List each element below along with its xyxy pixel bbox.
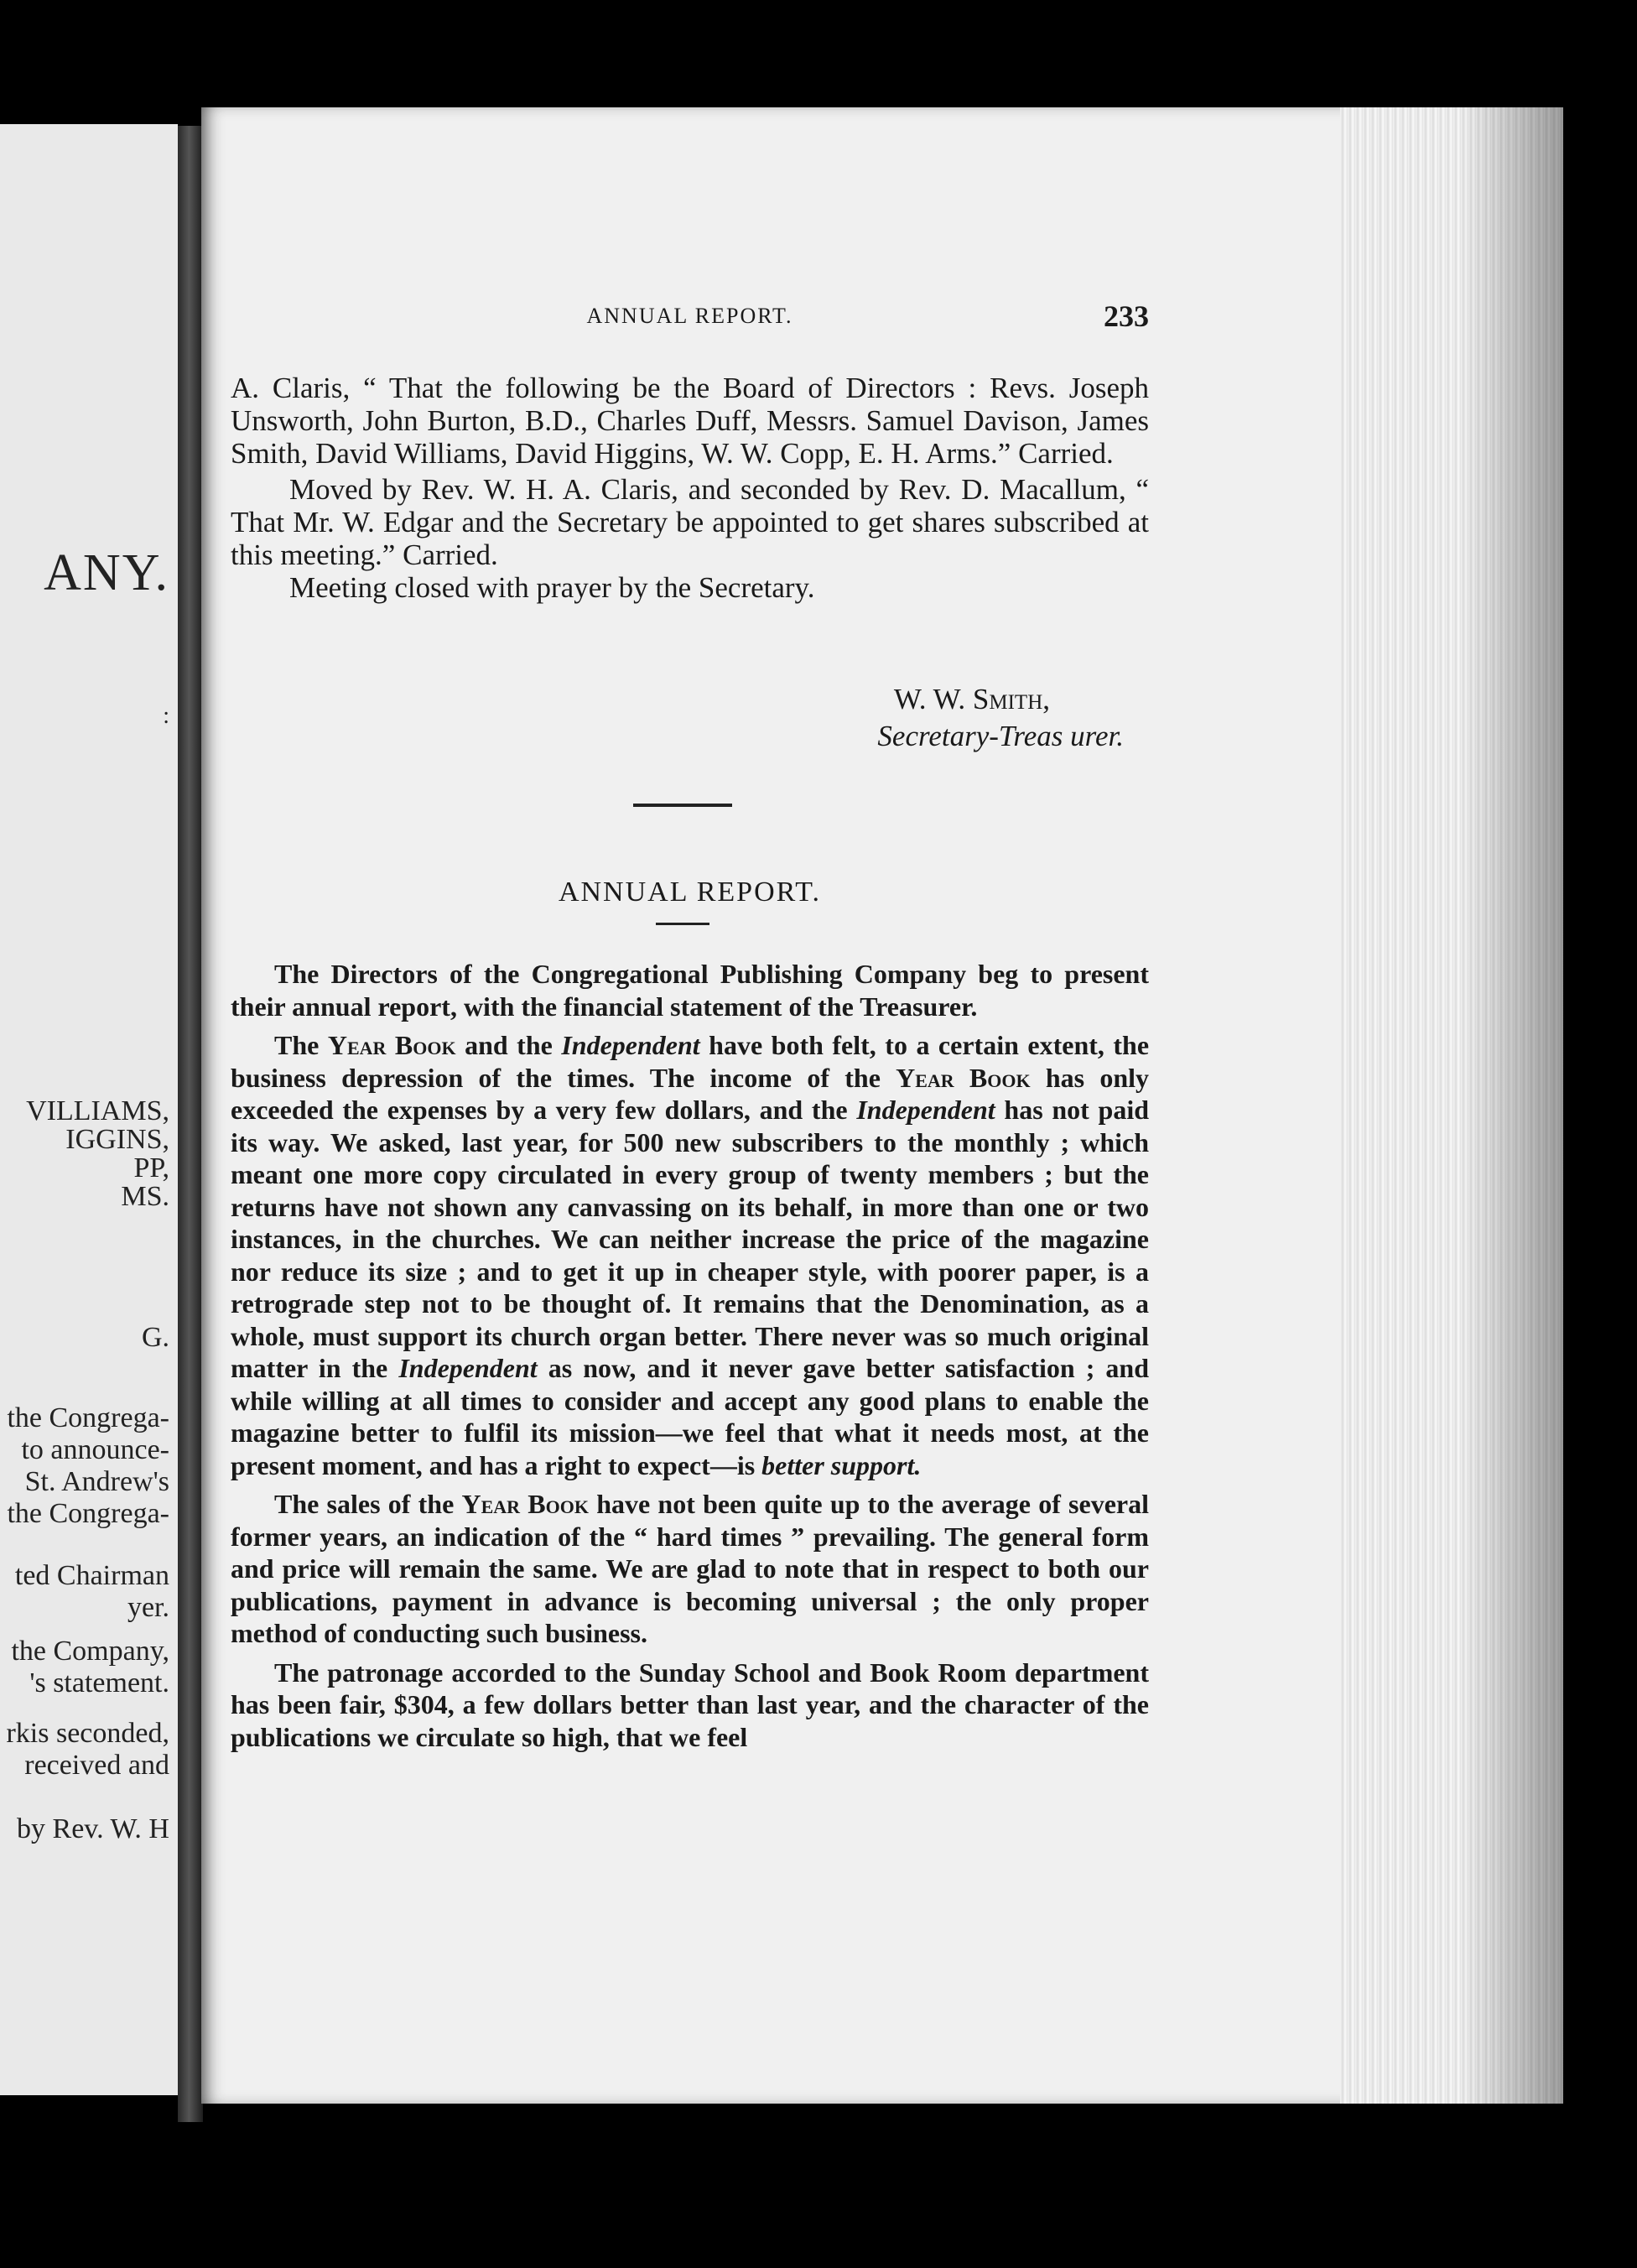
signatory-name: W. W. Smith, [893, 683, 1050, 715]
annual-report-text [231, 958, 1149, 1760]
year-book-ref: Year Book [461, 1489, 589, 1519]
report-paragraph: The Directors of the Congregational Publishing Company beg to present their annual report, with the financial statement of the Treasurer. [231, 959, 1149, 1022]
text-run: have not been quite up to the average of several former years, an indication of the “ hard times ” prevailing. The general form and price will remain the same. We are glad to note that in respect to both our publications, payment in advance is becoming universal ; the only proper method of conducting such business. [231, 1489, 1150, 1648]
facing-page-left [0, 124, 178, 2095]
running-title: ANNUAL REPORT. [586, 304, 793, 328]
left-page-fragment: ted Chairman [14, 1560, 169, 1591]
left-page-fragment: the Congrega- [7, 1498, 169, 1529]
text-run: have both felt, to a certain extent, the business depression of the times. The income of the [231, 1030, 1150, 1093]
left-page-fragment: to announce- [21, 1434, 169, 1465]
left-page-fragment: received and [24, 1750, 169, 1781]
left-page-fragment: ANY. [44, 544, 169, 601]
section-divider [633, 804, 732, 807]
left-page-fragment: yer. [127, 1592, 169, 1623]
book-gutter [178, 126, 203, 2122]
meeting-minutes [231, 372, 1149, 604]
year-book-ref: Year Book [896, 1062, 1031, 1093]
page-number: 233 [1104, 299, 1149, 333]
running-header [231, 299, 1149, 341]
left-page-fragment: PP, [133, 1152, 169, 1183]
independent-ref: Independent [561, 1030, 700, 1060]
signature-block [231, 681, 1124, 755]
minutes-paragraph: A. Claris, “ That the following be the Board of Directors : Revs. Joseph Unsworth, John Burton, B.D., Charles Duff, Messrs. Samuel Davison, James Smith, David Williams, David Higgins, W. W. Copp, E. H. Arms.” Carried. [231, 372, 1149, 470]
left-page-fragment: IGGINS, [65, 1124, 169, 1155]
text-run: and the [465, 1030, 553, 1060]
report-paragraph [231, 1488, 1149, 1650]
text-run: The sales of the [274, 1489, 455, 1519]
left-page-fragment: 's statement. [29, 1667, 169, 1698]
page-block-shadow [1459, 107, 1563, 2104]
report-paragraph: The patronage accorded to the Sunday School and Book Room department has been fair, $304, a few dollars better than last year, and the character of the publications we circulate so high, that we feel [231, 1657, 1149, 1752]
independent-ref: Independent [856, 1095, 995, 1125]
text-run: The [274, 1030, 320, 1060]
left-page-fragment: MS. [121, 1181, 169, 1212]
emphasis-text: better support. [761, 1449, 922, 1480]
left-page-fragment: rkis seconded, [6, 1718, 169, 1749]
minutes-paragraph: Meeting closed with prayer by the Secretary. [289, 571, 815, 604]
title-underline [656, 923, 709, 925]
left-page-fragment: the Congrega- [7, 1402, 169, 1433]
left-page-fragment: by Rev. W. H [17, 1813, 169, 1844]
left-page-fragment: G. [141, 1322, 169, 1353]
left-page-fragment: St. Andrew's [24, 1466, 169, 1497]
text-run: as now, and it never gave better satisfaction ; and while willing at all times to consider and accept any good plans to enable the magazine better to fulfil its mission—we feel that what it needs most, at the present moment, and has a right to expect—is [231, 1353, 1150, 1480]
left-page-fragment: VILLIAMS, [26, 1095, 169, 1126]
signatory-title: Secretary-Treas urer. [877, 720, 1124, 752]
report-paragraph [231, 1029, 1149, 1481]
year-book-ref: Year Book [327, 1030, 456, 1060]
text-run: has only exceeded the expenses by a very few dollars, and the [231, 1062, 1150, 1125]
left-page-fragment: the Company, [11, 1636, 169, 1667]
independent-ref: Independent [398, 1353, 538, 1383]
section-title: ANNUAL REPORT. [558, 877, 822, 908]
left-page-fragment: : [163, 703, 169, 729]
minutes-paragraph: Moved by Rev. W. H. A. Claris, and seconded by Rev. D. Macallum, “ That Mr. W. Edgar and the Secretary be appointed to get shares subscribed at this meeting.” Carried. [231, 473, 1149, 571]
text-run: has not paid its way. We asked, last year, for 500 new subscribers to the monthly ; which meant one more copy circulated in every group of twenty members ; but the returns have not shown any canvassing on its behalf, in more than one or two instances, in the churches. We can neither increase the price of the magazine nor reduce its size ; and to get it up in cheaper style, with poorer paper, is a retrograde step not to be thought of. It remains that the Denomination, as a whole, must support its church organ better. There never was so much original matter in the [231, 1095, 1150, 1383]
